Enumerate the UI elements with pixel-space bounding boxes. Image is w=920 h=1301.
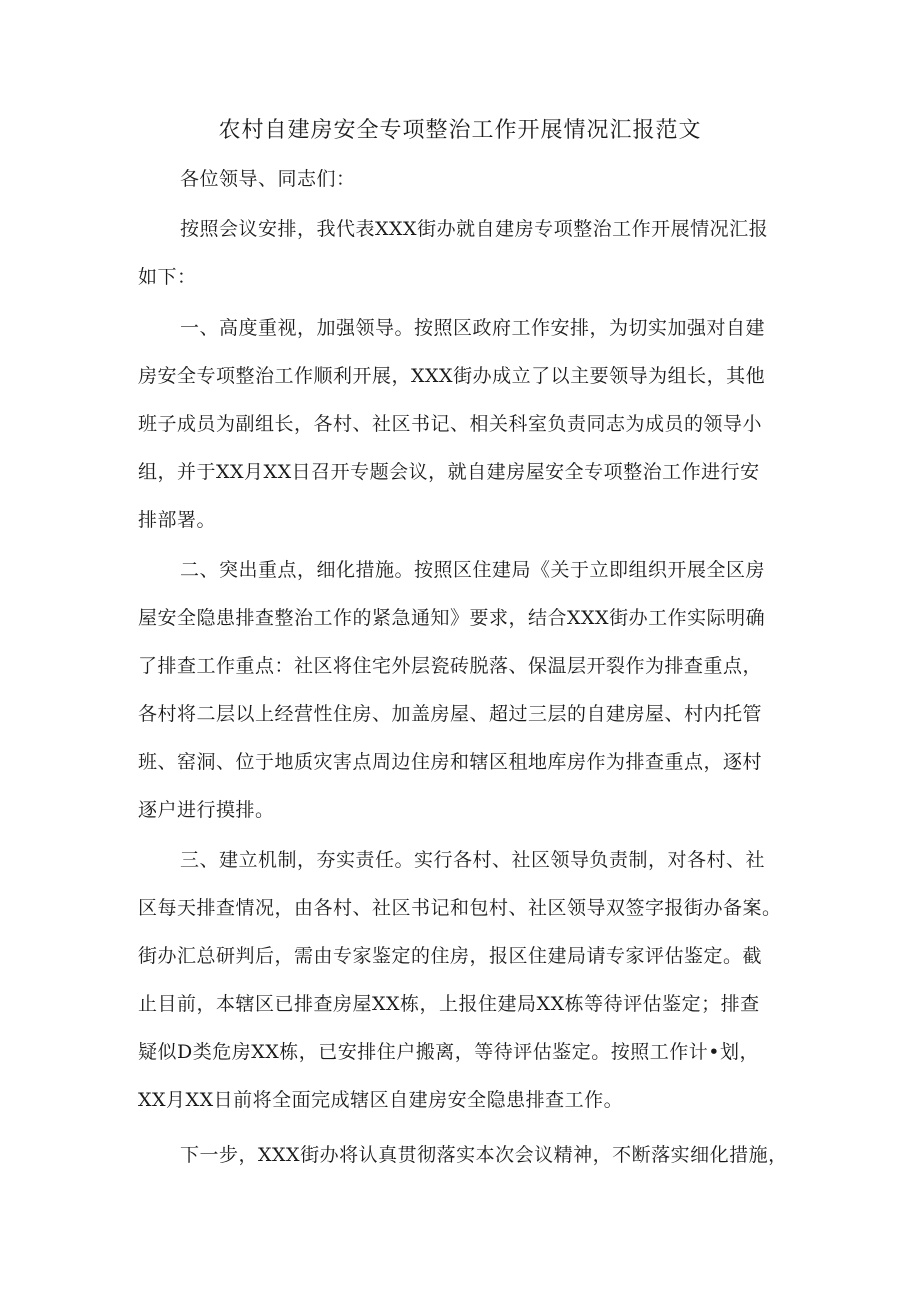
paragraph-1-line-3: 班子成员为副组长，各村、社区书记、相关科室负责同志为成员的领导小 [138, 413, 763, 435]
paragraph-3-line-5: 疑似D类危房XX栋，已安排住户搬离，等待评估鉴定。按照工作计•划， [138, 1041, 759, 1063]
paragraph-1-line-1: 一、高度重视，加强领导。按照区政府工作安排，为切实加强对自建 [180, 317, 766, 339]
paragraph-2-line-2: 屋安全隐患排查整治工作的紧急通知》要求，结合XXX街办工作实际明确 [138, 607, 766, 629]
paragraph-3-line-6: XX月XX日前将全面完成辖区自建房安全隐患排查工作。 [138, 1089, 624, 1111]
paragraph-intro-line-1: 按照会议安排，我代表XXX街办就自建房专项整治工作开展情况汇报 [180, 218, 769, 240]
paragraph-2-line-4: 各村将二层以上经营性住房、加盖房屋、超过三层的自建房屋、村内托管 [138, 703, 763, 725]
paragraph-2-line-6: 逐户进行摸排。 [138, 799, 275, 821]
paragraph-next-step-line-1: 下一步，XXX街办将认真贯彻落实本次会议精神，不断落实细化措施， [180, 1144, 788, 1166]
paragraph-1-line-2: 房安全专项整治工作顺利开展，XXX街办成立了以主要领导为组长，其他 [138, 365, 766, 387]
paragraph-1-line-4: 组，并于XX月XX日召开专题会议，就自建房屋安全专项整治工作进行安 [138, 461, 760, 483]
document-title: 农村自建房安全专项整治工作开展情况汇报范文 [218, 118, 702, 143]
paragraph-3-line-1: 三、建立机制，夯实责任。实行各村、社区领导负责制，对各村、社 [180, 849, 766, 871]
paragraph-2-line-5: 班、窑洞、位于地质灾害点周边住房和辖区租地库房作为排查重点，逐村 [138, 751, 763, 773]
paragraph-3-line-2: 区每天排查情况，由各村、社区书记和包村、社区领导双签字报街办备案。 [138, 897, 782, 919]
paragraph-3-line-4: 止目前，本辖区已排查房屋XX栋，上报住建局XX栋等待评估鉴定；排查 [138, 993, 760, 1015]
paragraph-1-line-5: 排部署。 [138, 509, 217, 531]
paragraph-2-line-3: 了排查工作重点：社区将住宅外层瓷砖脱落、保温层开裂作为排查重点， [138, 655, 763, 677]
paragraph-intro-line-2: 如下： [138, 266, 197, 288]
paragraph-2-line-1: 二、突出重点，细化措施。按照区住建局《关于立即组织开展全区房 [180, 559, 766, 581]
salutation: 各位领导、同志们： [180, 168, 356, 190]
paragraph-3-line-3: 街办汇总研判后，需由专家鉴定的住房，报区住建局请专家评估鉴定。截 [138, 945, 763, 967]
